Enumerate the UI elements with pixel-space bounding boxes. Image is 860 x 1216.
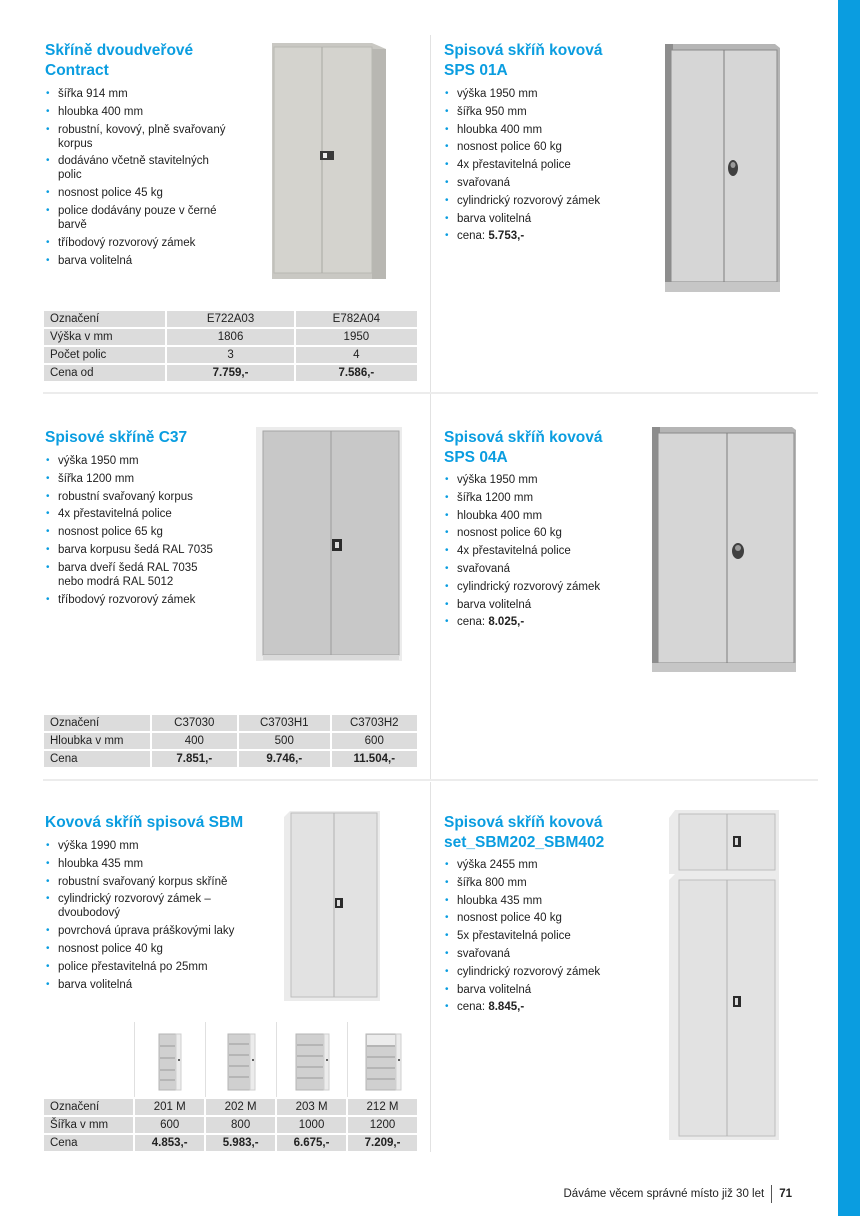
row-label: Cena xyxy=(44,751,150,767)
row-label: Označení xyxy=(44,1099,133,1115)
table-cell: 4 xyxy=(296,347,417,363)
page-edge-accent-bar xyxy=(838,0,860,1216)
table-cell: 500 xyxy=(239,733,329,749)
column-divider xyxy=(430,35,431,395)
spec-text: • nosnost police 40 kg xyxy=(457,912,562,925)
column-divider xyxy=(430,782,431,1152)
spec-item xyxy=(444,947,600,961)
spec-item xyxy=(45,507,213,521)
spec-text: polic xyxy=(58,169,82,182)
spec-text: • nosnost police 65 kg xyxy=(58,526,163,539)
spec-item xyxy=(444,158,600,172)
title-line: Kovová skříň spisová SBM xyxy=(45,814,244,831)
spec-text: • šířka 800 mm xyxy=(457,876,527,889)
spec-item xyxy=(444,526,600,540)
table-cell: 3 xyxy=(167,347,293,363)
spec-text: • barva volitelná xyxy=(58,254,133,267)
spec-text: • tříbodový rozvorový zámek xyxy=(58,593,196,606)
variant-table xyxy=(42,309,419,383)
spec-item xyxy=(45,154,225,182)
spec-item xyxy=(444,123,600,137)
table-row xyxy=(44,1135,417,1151)
spec-item xyxy=(444,598,600,612)
spec-text: • barva volitelná xyxy=(58,978,133,991)
spec-item xyxy=(444,983,600,997)
spec-text: • šířka 914 mm xyxy=(58,88,128,100)
spec-text: • police přestavitelná po 25mm xyxy=(58,960,208,973)
spec-item xyxy=(444,894,600,908)
table-cell: C37030 xyxy=(152,715,237,731)
price-label: cena: xyxy=(457,616,486,629)
spec-item xyxy=(45,543,213,557)
spec-text: • výška 1950 mm xyxy=(457,88,538,100)
table-cell: 1950 xyxy=(296,329,417,345)
spec-text: • šířka 1200 mm xyxy=(58,472,135,485)
price-cell: 7.209,- xyxy=(348,1135,417,1151)
spec-text: dvoubodový xyxy=(58,907,121,920)
spec-item xyxy=(444,544,600,558)
spec-list xyxy=(45,454,213,610)
spec-text: korpus xyxy=(58,137,93,150)
row-divider xyxy=(43,779,818,781)
spec-text: • cylindrický rozvorový zámek xyxy=(457,580,601,593)
table-cell: E782A04 xyxy=(296,311,417,327)
title-line: SPS 01A xyxy=(444,62,508,79)
spec-item xyxy=(444,911,600,925)
spec-text: • hloubka 400 mm xyxy=(457,123,543,136)
table-cell: E722A03 xyxy=(167,311,293,327)
table-cell: 202 M xyxy=(206,1099,275,1115)
product-title xyxy=(45,428,187,448)
table-row xyxy=(44,1117,417,1133)
table-cell: 203 M xyxy=(277,1099,346,1115)
variant-table xyxy=(42,1097,419,1153)
table-row xyxy=(44,365,417,381)
spec-item xyxy=(444,876,600,890)
spec-item xyxy=(444,562,600,576)
row-label: Cena od xyxy=(44,365,165,381)
title-line: Spisové skříně C37 xyxy=(45,429,188,446)
spec-text: • robustní, kovový, plně svařovaný xyxy=(58,123,226,136)
spec-text: • hloubka 435 mm xyxy=(58,857,144,870)
spec-text: • hloubka 400 mm xyxy=(457,509,543,522)
spec-text: • 4x přestavitelná police xyxy=(457,159,571,172)
spec-text: • nosnost police 60 kg xyxy=(457,527,562,540)
product-title xyxy=(45,813,243,833)
spec-item xyxy=(45,490,213,504)
spec-item xyxy=(444,194,600,208)
table-row xyxy=(44,1099,417,1115)
spec-text: • police dodávány pouze v černé xyxy=(58,204,217,217)
variant-table xyxy=(42,713,419,769)
spec-text: • robustní svařovaný korpus xyxy=(58,490,193,503)
spec-item xyxy=(45,87,225,101)
spec-item xyxy=(45,960,234,974)
thumbnail-203m xyxy=(276,1022,347,1097)
contract-cabinet-image xyxy=(268,39,390,288)
title-line: Skříně dvoudveřové xyxy=(45,42,194,59)
table-cell: C3703H1 xyxy=(239,715,329,731)
spec-item xyxy=(45,525,213,539)
table-cell: 201 M xyxy=(135,1099,204,1115)
table-row xyxy=(44,311,417,327)
set-cabinet-image xyxy=(667,808,781,1149)
spec-text: • cylindrický rozvorový zámek xyxy=(457,194,601,207)
spec-text: • výška 1950 mm xyxy=(457,474,538,486)
spec-text: • 4x přestavitelná police xyxy=(457,545,571,558)
table-row xyxy=(44,347,417,363)
spec-text: • 5x přestavitelná police xyxy=(457,930,571,943)
spec-list xyxy=(444,87,600,247)
price-item xyxy=(444,1000,600,1014)
spec-text: • barva volitelná xyxy=(457,983,532,996)
spec-text: • svařovaná xyxy=(457,562,511,575)
price-value: 8.845,- xyxy=(488,1001,525,1014)
table-cell: C3703H2 xyxy=(332,715,418,731)
spec-text: • robustní svařovaný korpus skříně xyxy=(58,875,228,888)
spec-text: • cylindrický rozvorový zámek xyxy=(457,965,601,978)
title-line: Spisová skříň kovová xyxy=(444,42,603,59)
sps04a-cabinet-image xyxy=(650,425,800,680)
table-cell: 1000 xyxy=(277,1117,346,1133)
spec-list xyxy=(444,858,600,1018)
table-row xyxy=(44,751,417,767)
table-row xyxy=(44,733,417,749)
table-row xyxy=(44,329,417,345)
footer-separator xyxy=(771,1185,772,1203)
spec-text: • barva volitelná xyxy=(457,598,532,611)
title-line: Contract xyxy=(45,62,109,79)
product-title xyxy=(444,428,603,468)
spec-text: • nosnost police 45 kg xyxy=(58,187,163,200)
spec-text: • barva volitelná xyxy=(457,212,532,225)
spec-item xyxy=(45,924,234,938)
spec-item xyxy=(444,491,600,505)
spec-item xyxy=(45,892,234,920)
spec-text: • cylindrický rozvorový zámek – xyxy=(58,893,211,906)
table-cell: 400 xyxy=(152,733,237,749)
spec-list xyxy=(45,87,225,271)
spec-item xyxy=(45,105,225,119)
table-cell: 600 xyxy=(332,733,418,749)
title-line: SPS 04A xyxy=(444,449,508,466)
table-row xyxy=(44,715,417,731)
spec-item xyxy=(45,254,225,268)
row-label: Počet polic xyxy=(44,347,165,363)
spec-item xyxy=(444,965,600,979)
spec-text: • výška 1990 mm xyxy=(58,840,139,852)
spec-item xyxy=(444,509,600,523)
row-label: Šířka v mm xyxy=(44,1117,133,1133)
spec-item xyxy=(444,87,600,101)
title-line: set_SBM202_SBM402 xyxy=(444,834,605,851)
price-cell: 4.853,- xyxy=(135,1135,204,1151)
thumbnail-202m xyxy=(205,1022,276,1097)
spec-text: • povrchová úprava práškovými laky xyxy=(58,925,235,938)
spec-text: • nosnost police 60 kg xyxy=(457,141,562,154)
spec-text: • svařovaná xyxy=(457,947,511,960)
row-divider xyxy=(43,392,818,394)
product-title xyxy=(444,813,604,853)
sps01a-cabinet-image xyxy=(663,42,783,299)
price-cell: 5.983,- xyxy=(206,1135,275,1151)
title-line: Spisová skříň kovová xyxy=(444,429,603,446)
spec-text: barvě xyxy=(58,218,87,231)
spec-item xyxy=(45,593,213,607)
spec-item xyxy=(444,212,600,226)
spec-item xyxy=(45,123,225,151)
price-cell: 7.759,- xyxy=(167,365,293,381)
spec-item xyxy=(45,839,234,853)
price-cell: 7.851,- xyxy=(152,751,237,767)
spec-text: • výška 2455 mm xyxy=(457,859,538,871)
spec-item xyxy=(444,858,600,872)
row-label: Hloubka v mm xyxy=(44,733,150,749)
table-cell: 212 M xyxy=(348,1099,417,1115)
price-value: 5.753,- xyxy=(488,230,525,243)
spec-text: nebo modrá RAL 5012 xyxy=(58,575,174,588)
row-label: Cena xyxy=(44,1135,133,1151)
price-cell: 6.675,- xyxy=(277,1135,346,1151)
title-line: Spisová skříň kovová xyxy=(444,814,603,831)
spec-text: • svařovaná xyxy=(457,176,511,189)
variant-thumbnails xyxy=(134,1022,418,1097)
table-cell: 600 xyxy=(135,1117,204,1133)
row-label: Označení xyxy=(44,715,150,731)
spec-item xyxy=(444,140,600,154)
spec-item xyxy=(45,186,225,200)
spec-item xyxy=(444,929,600,943)
spec-item xyxy=(45,942,234,956)
product-title xyxy=(45,41,193,81)
price-label: cena: xyxy=(457,1001,486,1014)
spec-text: • výška 1950 mm xyxy=(58,455,139,467)
footer-slogan: Dáváme věcem správné místo již 30 let xyxy=(563,1188,765,1200)
spec-item xyxy=(45,857,234,871)
spec-text: • hloubka 400 mm xyxy=(58,105,144,118)
spec-text: • šířka 1200 mm xyxy=(457,491,534,504)
spec-item xyxy=(45,472,213,486)
row-label: Výška v mm xyxy=(44,329,165,345)
spec-item xyxy=(45,454,213,468)
spec-item xyxy=(45,236,225,250)
page-footer xyxy=(564,1185,793,1203)
table-cell: 1806 xyxy=(167,329,293,345)
spec-list xyxy=(45,839,234,995)
spec-text: • tříbodový rozvorový zámek xyxy=(58,236,196,249)
price-label: cena: xyxy=(457,230,486,243)
sbm-cabinet-image xyxy=(282,809,382,1010)
table-cell: 800 xyxy=(206,1117,275,1133)
row-label: Označení xyxy=(44,311,165,327)
spec-text: • barva korpusu šedá RAL 7035 xyxy=(58,543,213,556)
spec-item xyxy=(45,875,234,889)
spec-item xyxy=(444,580,600,594)
price-value: 8.025,- xyxy=(488,616,525,629)
table-cell: 1200 xyxy=(348,1117,417,1133)
spec-item xyxy=(45,561,213,589)
spec-list xyxy=(444,473,600,633)
price-cell: 11.504,- xyxy=(332,751,418,767)
spec-text: • barva dveří šedá RAL 7035 xyxy=(58,561,198,574)
spec-item xyxy=(444,176,600,190)
thumbnail-201m xyxy=(134,1022,205,1097)
spec-item xyxy=(444,473,600,487)
price-cell: 7.586,- xyxy=(296,365,417,381)
spec-item xyxy=(45,204,225,232)
thumbnail-212m xyxy=(347,1022,418,1097)
price-item xyxy=(444,229,600,243)
price-item xyxy=(444,615,600,629)
page-number: 71 xyxy=(779,1188,792,1200)
spec-text: • šířka 950 mm xyxy=(457,105,527,118)
product-title xyxy=(444,41,603,81)
c37-cabinet-image xyxy=(255,426,403,671)
column-divider xyxy=(430,395,431,780)
spec-text: • hloubka 435 mm xyxy=(457,894,543,907)
spec-text: • 4x přestavitelná police xyxy=(58,508,172,521)
spec-text: • nosnost police 40 kg xyxy=(58,942,163,955)
spec-text: • dodáváno včetně stavitelných xyxy=(58,155,209,168)
spec-item xyxy=(444,105,600,119)
price-cell: 9.746,- xyxy=(239,751,329,767)
spec-item xyxy=(45,978,234,992)
